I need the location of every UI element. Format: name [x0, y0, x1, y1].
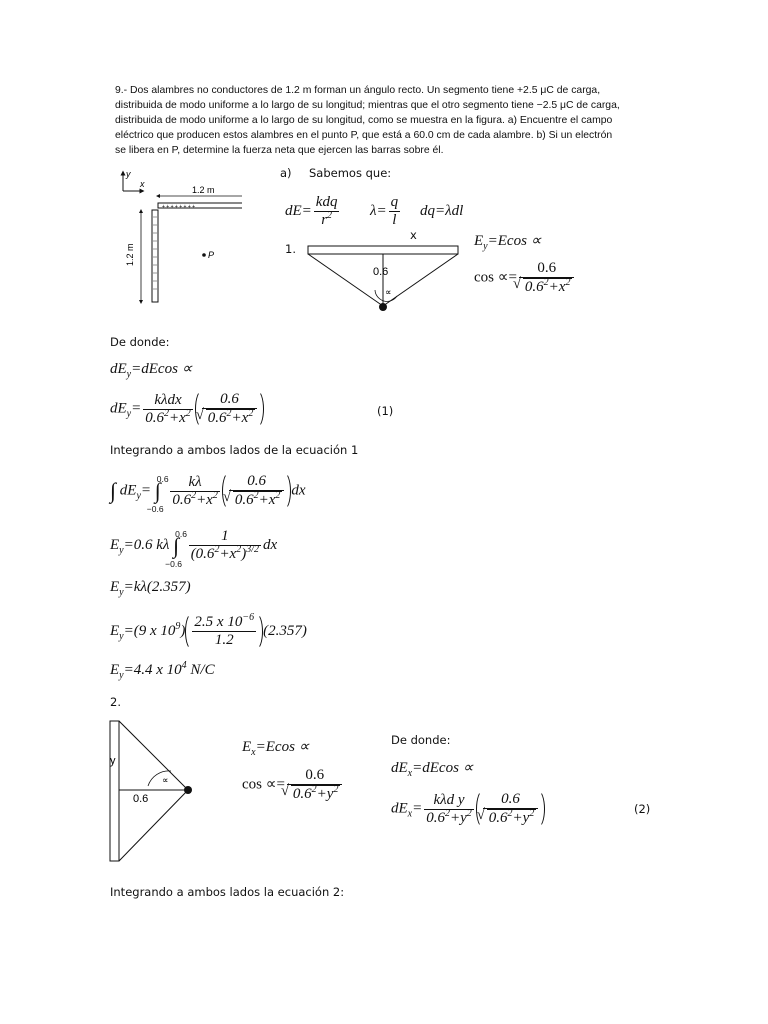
- integrando-label: Integrando a ambos lados de la ecuación 1: [110, 443, 359, 457]
- wires-figure: [112, 165, 242, 310]
- x-axis-label: x: [140, 179, 145, 189]
- horizontal-wire-diagram: [305, 243, 465, 315]
- left-slant-line: [308, 254, 383, 306]
- y-axis-label: y: [126, 169, 131, 179]
- equation-dey-expanded: $dE_y=$ $\frac{\text{kλdx}}{0.6^2+x^2}$ 0.6 √ $0.6^2+x^2$: [110, 390, 264, 428]
- integral-equation-2: $E_y=0.6$ kλ ∫ 0.6 −0.6 $\frac{1}{(0.6^2+x^2)^{3/2}}$ dx: [110, 528, 278, 569]
- y-label-2: y: [110, 755, 116, 767]
- problem-line: 9.- Dos alambres no conductores de 1.2 m forman un ángulo recto. Un segmento tiene +2.5 μC de carga,: [115, 85, 601, 96]
- equation-dex-expanded: $dE_x=$ $\frac{\text{kλd y}}{0.6^2+y^2}$ 0.6 √ $0.6^2+y^2$: [391, 790, 545, 828]
- point-p-dot: [202, 253, 206, 257]
- equation-dey: $dE_y=dEcos$ ∝: [110, 361, 193, 380]
- integrando-label-2: Integrando a ambos lados la ecuación 2:: [110, 885, 345, 899]
- negative-wire: [152, 210, 158, 302]
- result-step-4: $E_y=(9$ x $10^9$) $\frac{2.5 x 10^{-6}}{1.2}$ (2.357): [110, 612, 307, 648]
- formula-ey: $E_y=Ecos$ ∝: [474, 233, 542, 252]
- problem-line: eléctrico que producen estos alambres en el punto P, que está a 60.0 cm de cada alambre. b) Si un electrón: [115, 130, 613, 141]
- part-a-label: a): [280, 166, 292, 180]
- formula-cos-2: cos ∝= 0.6 √ $0.6^2+y^2$: [242, 767, 344, 803]
- point-p-label: P: [208, 250, 215, 260]
- problem-line: distribuida de modo uniforme a lo largo de su longitud; mientras que el otro segmento tiene −2.5 μC de carga,: [115, 100, 620, 111]
- problem-statement: [115, 83, 660, 158]
- left-length-label: 1.2 m: [125, 243, 135, 266]
- equation-number-2: (2): [634, 802, 651, 816]
- formula-lambda: λ= $\frac{q}{l}$: [370, 194, 399, 228]
- integral-equation-1: ∫ $dE_y=$ ∫ 0.6 −0.6 $\frac{k\lambda}{0.6^2+x^2}$ 0.6 √ $0.6^2+x^2$ dx: [110, 472, 306, 510]
- vertical-wire-diagram: [105, 718, 205, 866]
- lower-slant-line: [119, 790, 188, 861]
- de-donde-label: De donde:: [110, 335, 170, 349]
- item-1-label: 1.: [285, 242, 296, 256]
- formula-dq: dq=λdl: [420, 203, 464, 219]
- distance-label-2: 0.6: [133, 793, 149, 805]
- point-dot: [379, 303, 387, 311]
- item-2-label: 2.: [110, 695, 121, 709]
- distance-label: 0.6: [373, 266, 389, 278]
- formula-ex: $E_x=Ecos$ ∝: [242, 739, 310, 758]
- alpha-label: ∝: [385, 287, 392, 297]
- problem-line: se libera en P, determine la fuerza neta que ejercen las barras sobre él.: [115, 145, 444, 156]
- equation-dex: $dE_x=dEcos$ ∝: [391, 760, 474, 779]
- problem-line: distribuida de modo uniforme a lo largo de su longitud, como se muestra en la figura. a) Encuentre el campo: [115, 115, 613, 126]
- x-label: x: [410, 228, 417, 242]
- formula-cos: cos ∝= 0.6 √ $0.6^2+x^2$: [474, 260, 576, 296]
- formula-de: dE= $\frac{\text{kdq}}{r^2}$: [285, 194, 338, 228]
- sabemos-que: Sabemos que:: [309, 166, 392, 180]
- de-donde-label-2: De donde:: [391, 733, 451, 747]
- horizontal-wire: [308, 246, 458, 254]
- right-slant-line: [383, 254, 458, 306]
- equation-number-1: (1): [377, 404, 394, 418]
- alpha-label-2: ∝: [162, 775, 169, 785]
- result-final: $E_y=4.4$ x $10^4$ N/C: [110, 660, 215, 681]
- top-length-label: 1.2 m: [192, 185, 215, 195]
- upper-slant-line: [119, 721, 188, 790]
- point-dot-2: [184, 786, 192, 794]
- plus-signs: + + + + + + + +: [162, 204, 196, 210]
- vertical-wire: [110, 721, 119, 861]
- result-step-3: $E_y=k\lambda(2.357)$: [110, 579, 191, 598]
